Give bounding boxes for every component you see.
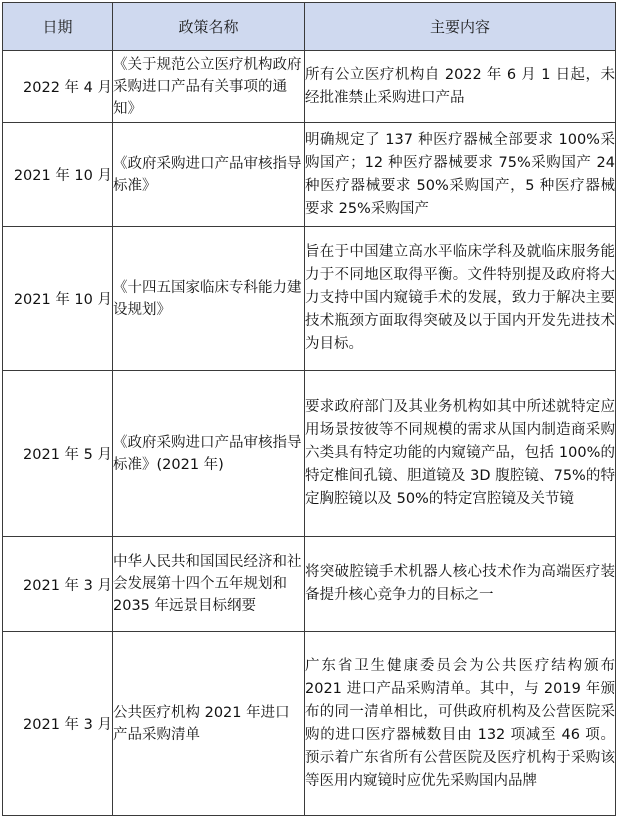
- header-main-content: 主要内容: [305, 3, 616, 51]
- cell-date: 2022 年 4 月: [3, 51, 113, 123]
- cell-date: 2021 年 3 月: [3, 632, 113, 816]
- policy-table: [2, 2, 616, 816]
- cell-content: 要求政府部门及其业务机构如其中所述就特定应用场景按彼等不同规模的需求从国内制造商采购六类具有特定功能的内窥镜产品，包括 100%的特定椎间孔镜、胆道镜及 3D 腹腔镜、75%的特定胸腔镜以及 50%的特定宫腔镜及关节镜: [305, 371, 616, 537]
- header-date: 日期: [3, 3, 113, 51]
- table-row: [3, 537, 616, 632]
- cell-date: 2021 年 5 月: [3, 371, 113, 537]
- table-row: [3, 227, 616, 371]
- table-header-row: [3, 3, 616, 51]
- cell-content: 将突破腔镜手术机器人核心技术作为高端医疗装备提升核心竞争力的目标之一: [305, 537, 616, 632]
- table-row: [3, 51, 616, 123]
- cell-policy-name: 《政府采购进口产品审核指导标准》(2021 年): [113, 371, 305, 537]
- table-row: [3, 123, 616, 227]
- cell-policy-name: 《十四五国家临床专科能力建设规划》: [113, 227, 305, 371]
- cell-policy-name: 中华人民共和国国民经济和社会发展第十四个五年规划和 2035 年远景目标纲要: [113, 537, 305, 632]
- cell-date: 2021 年 3 月: [3, 537, 113, 632]
- cell-content: 明确规定了 137 种医疗器械全部要求 100%采购国产；12 种医疗器械要求 75%采购国产 24 种医疗器械要求 50%采购国产，5 种医疗器械要求 25%采购国产: [305, 123, 616, 227]
- cell-date: 2021 年 10 月: [3, 123, 113, 227]
- cell-policy-name: 《关于规范公立医疗机构政府采购进口产品有关事项的通知》: [113, 51, 305, 123]
- header-policy-name: 政策名称: [113, 3, 305, 51]
- cell-date: 2021 年 10 月: [3, 227, 113, 371]
- cell-content: 广东省卫生健康委员会为公共医疗结构颁布 2021 进口产品采购清单。其中，与 2019 年颁布的同一清单相比，可供政府机构及公营医院采购的进口医疗器械数目由 132 项减至 46 项。预示着广东省所有公营医院及医疗机构于采购该等医用内窥镜时应优先采购国内品牌: [305, 632, 616, 816]
- cell-content: 旨在于中国建立高水平临床学科及就临床服务能力于不同地区取得平衡。文件特别提及政府将大力支持中国内窥镜手术的发展，致力于解决主要技术瓶颈方面取得突破及以于国内开发先进技术为目标。: [305, 227, 616, 371]
- cell-policy-name: 《政府采购进口产品审核指导标准》: [113, 123, 305, 227]
- cell-content: 所有公立医疗机构自 2022 年 6 月 1 日起，未经批准禁止采购进口产品: [305, 51, 616, 123]
- cell-policy-name: 公共医疗机构 2021 年进口产品采购清单: [113, 632, 305, 816]
- table-row: [3, 632, 616, 816]
- table-row: [3, 371, 616, 537]
